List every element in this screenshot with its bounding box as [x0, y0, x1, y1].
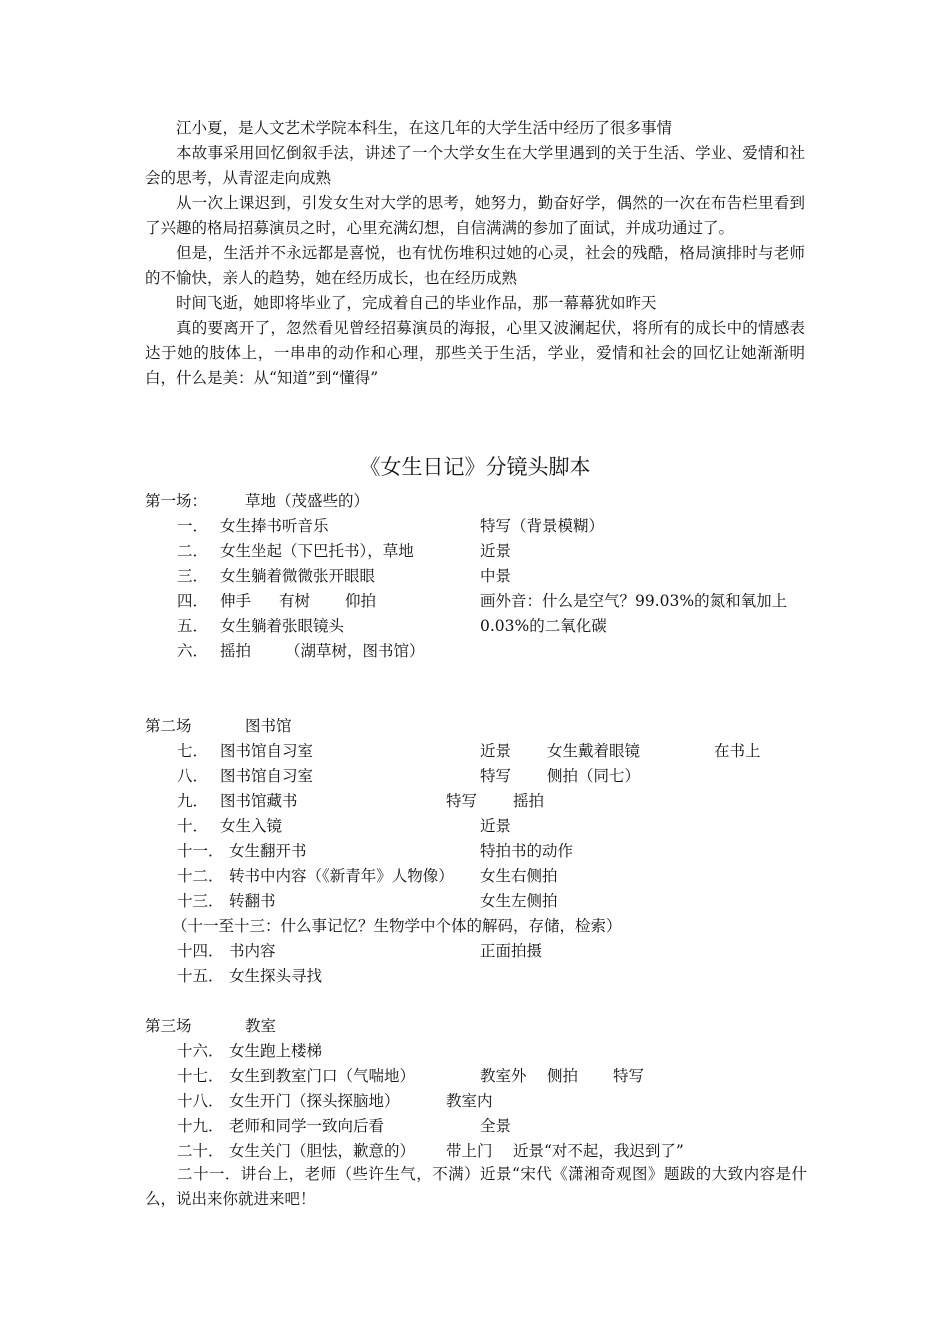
- last-shot: 二十一．讲台上，老师（些许生气，不满）近景“宋代《潇湘奇观图》题跋的大致内容是什么，说出来你就进来吧！: [145, 1165, 807, 1208]
- shot-note: 近景: [480, 542, 512, 560]
- scene2-remark: （十一至十三：什么事记忆？生物学中个体的解码，存储，检索）: [172, 917, 622, 935]
- intro-paragraph: 时间飞逝，她即将毕业了，完成着自己的毕业作品，那一幕幕犹如昨天: [176, 294, 657, 312]
- shot-note: 特写: [480, 767, 512, 785]
- shot-note: 画外音：什么是空气？99.03%的氮和氧加上: [480, 592, 788, 610]
- shot-number: 十三．: [177, 892, 224, 910]
- shot-description: 有树: [279, 592, 311, 610]
- shot-description: 书内容: [229, 942, 276, 960]
- shot-note: 教室外: [480, 1067, 527, 1085]
- shot-description: 转书中内容（《新青年》人物像）: [229, 867, 454, 885]
- shot-number: 四．: [177, 592, 209, 610]
- scene3-location: 教室: [245, 1017, 277, 1035]
- intro-paragraph: 从一次上课迟到，引发女生对大学的思考，她努力，勤奋好学，偶然的一次在布告栏里看到了兴趣的格局招募演员之时，心里充满幻想，自信满满的参加了面试，并成功通过了。: [145, 194, 805, 237]
- shot-number: 二．: [177, 542, 209, 560]
- shot-note: 特写: [613, 1067, 645, 1085]
- shot-description: 女生入镜: [220, 817, 283, 835]
- shot-note: 在书上: [714, 742, 761, 760]
- shot-note: 侧拍: [547, 1067, 579, 1085]
- shot-description: 女生捧书听音乐: [220, 517, 329, 535]
- shot-note: 正面拍摄: [480, 942, 543, 960]
- shot-note: 特拍书的动作: [480, 842, 574, 860]
- intro-paragraph: 真的要离开了，忽然看见曾经招募演员的海报，心里又波澜起伏，将所有的成长中的情感表达于她的肢体上，一串串的动作和心理，那些关于生活，学业，爱情和社会的回忆让她渐渐明白，什么是美：从“知道”到“懂得”: [145, 319, 805, 387]
- shot-description: 伸手: [220, 592, 252, 610]
- intro-paragraph: 但是，生活并不永远都是喜悦，也有忧伤堆积过她的心灵，社会的残酷，格局演排时与老师的不愉快，亲人的趋势，她在经历成长，也在经历成熟: [145, 244, 805, 287]
- scene1-location: 草地（茂盛些的）: [245, 492, 370, 510]
- shot-number: 二十．: [177, 1142, 224, 1160]
- shot-number: 十六．: [177, 1042, 224, 1060]
- scene1-heading: 第一场：: [145, 492, 208, 510]
- shot-number: 十九．: [177, 1117, 224, 1135]
- shot-note: 侧拍（同七）: [547, 767, 641, 785]
- scene2-heading: 第二场: [145, 717, 192, 735]
- shot-number: 十四．: [177, 942, 224, 960]
- scene2-location: 图书馆: [245, 717, 292, 735]
- shot-number: 八．: [177, 767, 209, 785]
- shot-description: 女生躺着张眼镜头: [220, 617, 345, 635]
- script-title: 《女生日记》分镜头脚本: [359, 455, 591, 479]
- shot-note: 中景: [480, 567, 512, 585]
- shot-description: 转翻书: [229, 892, 276, 910]
- intro-paragraph: 本故事采用回忆倒叙手法，讲述了一个大学女生在大学里遇到的关于生活、学业、爱情和社会的思考，从青涩走向成熟: [145, 144, 805, 187]
- intro-paragraph: 江小夏，是人文艺术学院本科生，在这几年的大学生活中经历了很多事情: [176, 119, 673, 137]
- shot-description: 女生到教室门口（气喘地）: [229, 1067, 416, 1085]
- shot-number: 十一．: [177, 842, 224, 860]
- shot-number: 九．: [177, 792, 209, 810]
- shot-description: 仰拍: [345, 592, 377, 610]
- shot-note: 0.03%的二氧化碳: [480, 617, 607, 635]
- shot-number: 十五．: [177, 967, 224, 985]
- shot-note: 带上门: [446, 1142, 493, 1160]
- scene3-heading: 第三场: [145, 1017, 192, 1035]
- shot-description: 摇拍: [220, 642, 252, 660]
- shot-description: 图书馆藏书: [220, 792, 298, 810]
- shot-note: 特写（背景模糊）: [480, 517, 605, 535]
- shot-description: 女生翻开书: [229, 842, 307, 860]
- shot-number: 三．: [177, 567, 209, 585]
- shot-number: 十八．: [177, 1092, 224, 1110]
- shot-description: 女生躺着微微张开眼眼: [220, 567, 376, 585]
- shot-description: 图书馆自习室: [220, 742, 314, 760]
- shot-description: 女生跑上楼梯: [229, 1042, 323, 1060]
- shot-description: 女生开门（探头探脑地）: [229, 1092, 400, 1110]
- shot-note: 摇拍: [513, 792, 545, 810]
- shot-description: 图书馆自习室: [220, 767, 314, 785]
- shot-description: 女生坐起（下巴托书），草地: [220, 542, 414, 560]
- shot-number: 六．: [177, 642, 209, 660]
- shot-description: 女生探头寻找: [229, 967, 323, 985]
- shot-description: （湖草树，图书馆）: [285, 642, 425, 660]
- shot-note: 近景“对不起，我迟到了”: [513, 1142, 684, 1160]
- shot-description: 老师和同学一致向后看: [229, 1117, 385, 1135]
- shot-note: 特写: [446, 792, 478, 810]
- shot-number: 十二．: [177, 867, 224, 885]
- shot-note: 近景: [480, 742, 512, 760]
- shot-number: 七．: [177, 742, 209, 760]
- shot-note: 女生戴着眼镜: [547, 742, 641, 760]
- shot-number: 五．: [177, 617, 209, 635]
- shot-note: 女生右侧拍: [480, 867, 558, 885]
- shot-note: 女生左侧拍: [480, 892, 558, 910]
- shot-note: 教室内: [446, 1092, 493, 1110]
- shot-description: 女生关门（胆怯，歉意的）: [229, 1142, 416, 1160]
- shot-note: 近景: [480, 817, 512, 835]
- shot-number: 十．: [177, 817, 209, 835]
- shot-number: 一．: [177, 517, 209, 535]
- shot-note: 全景: [480, 1117, 512, 1135]
- shot-number: 十七．: [177, 1067, 224, 1085]
